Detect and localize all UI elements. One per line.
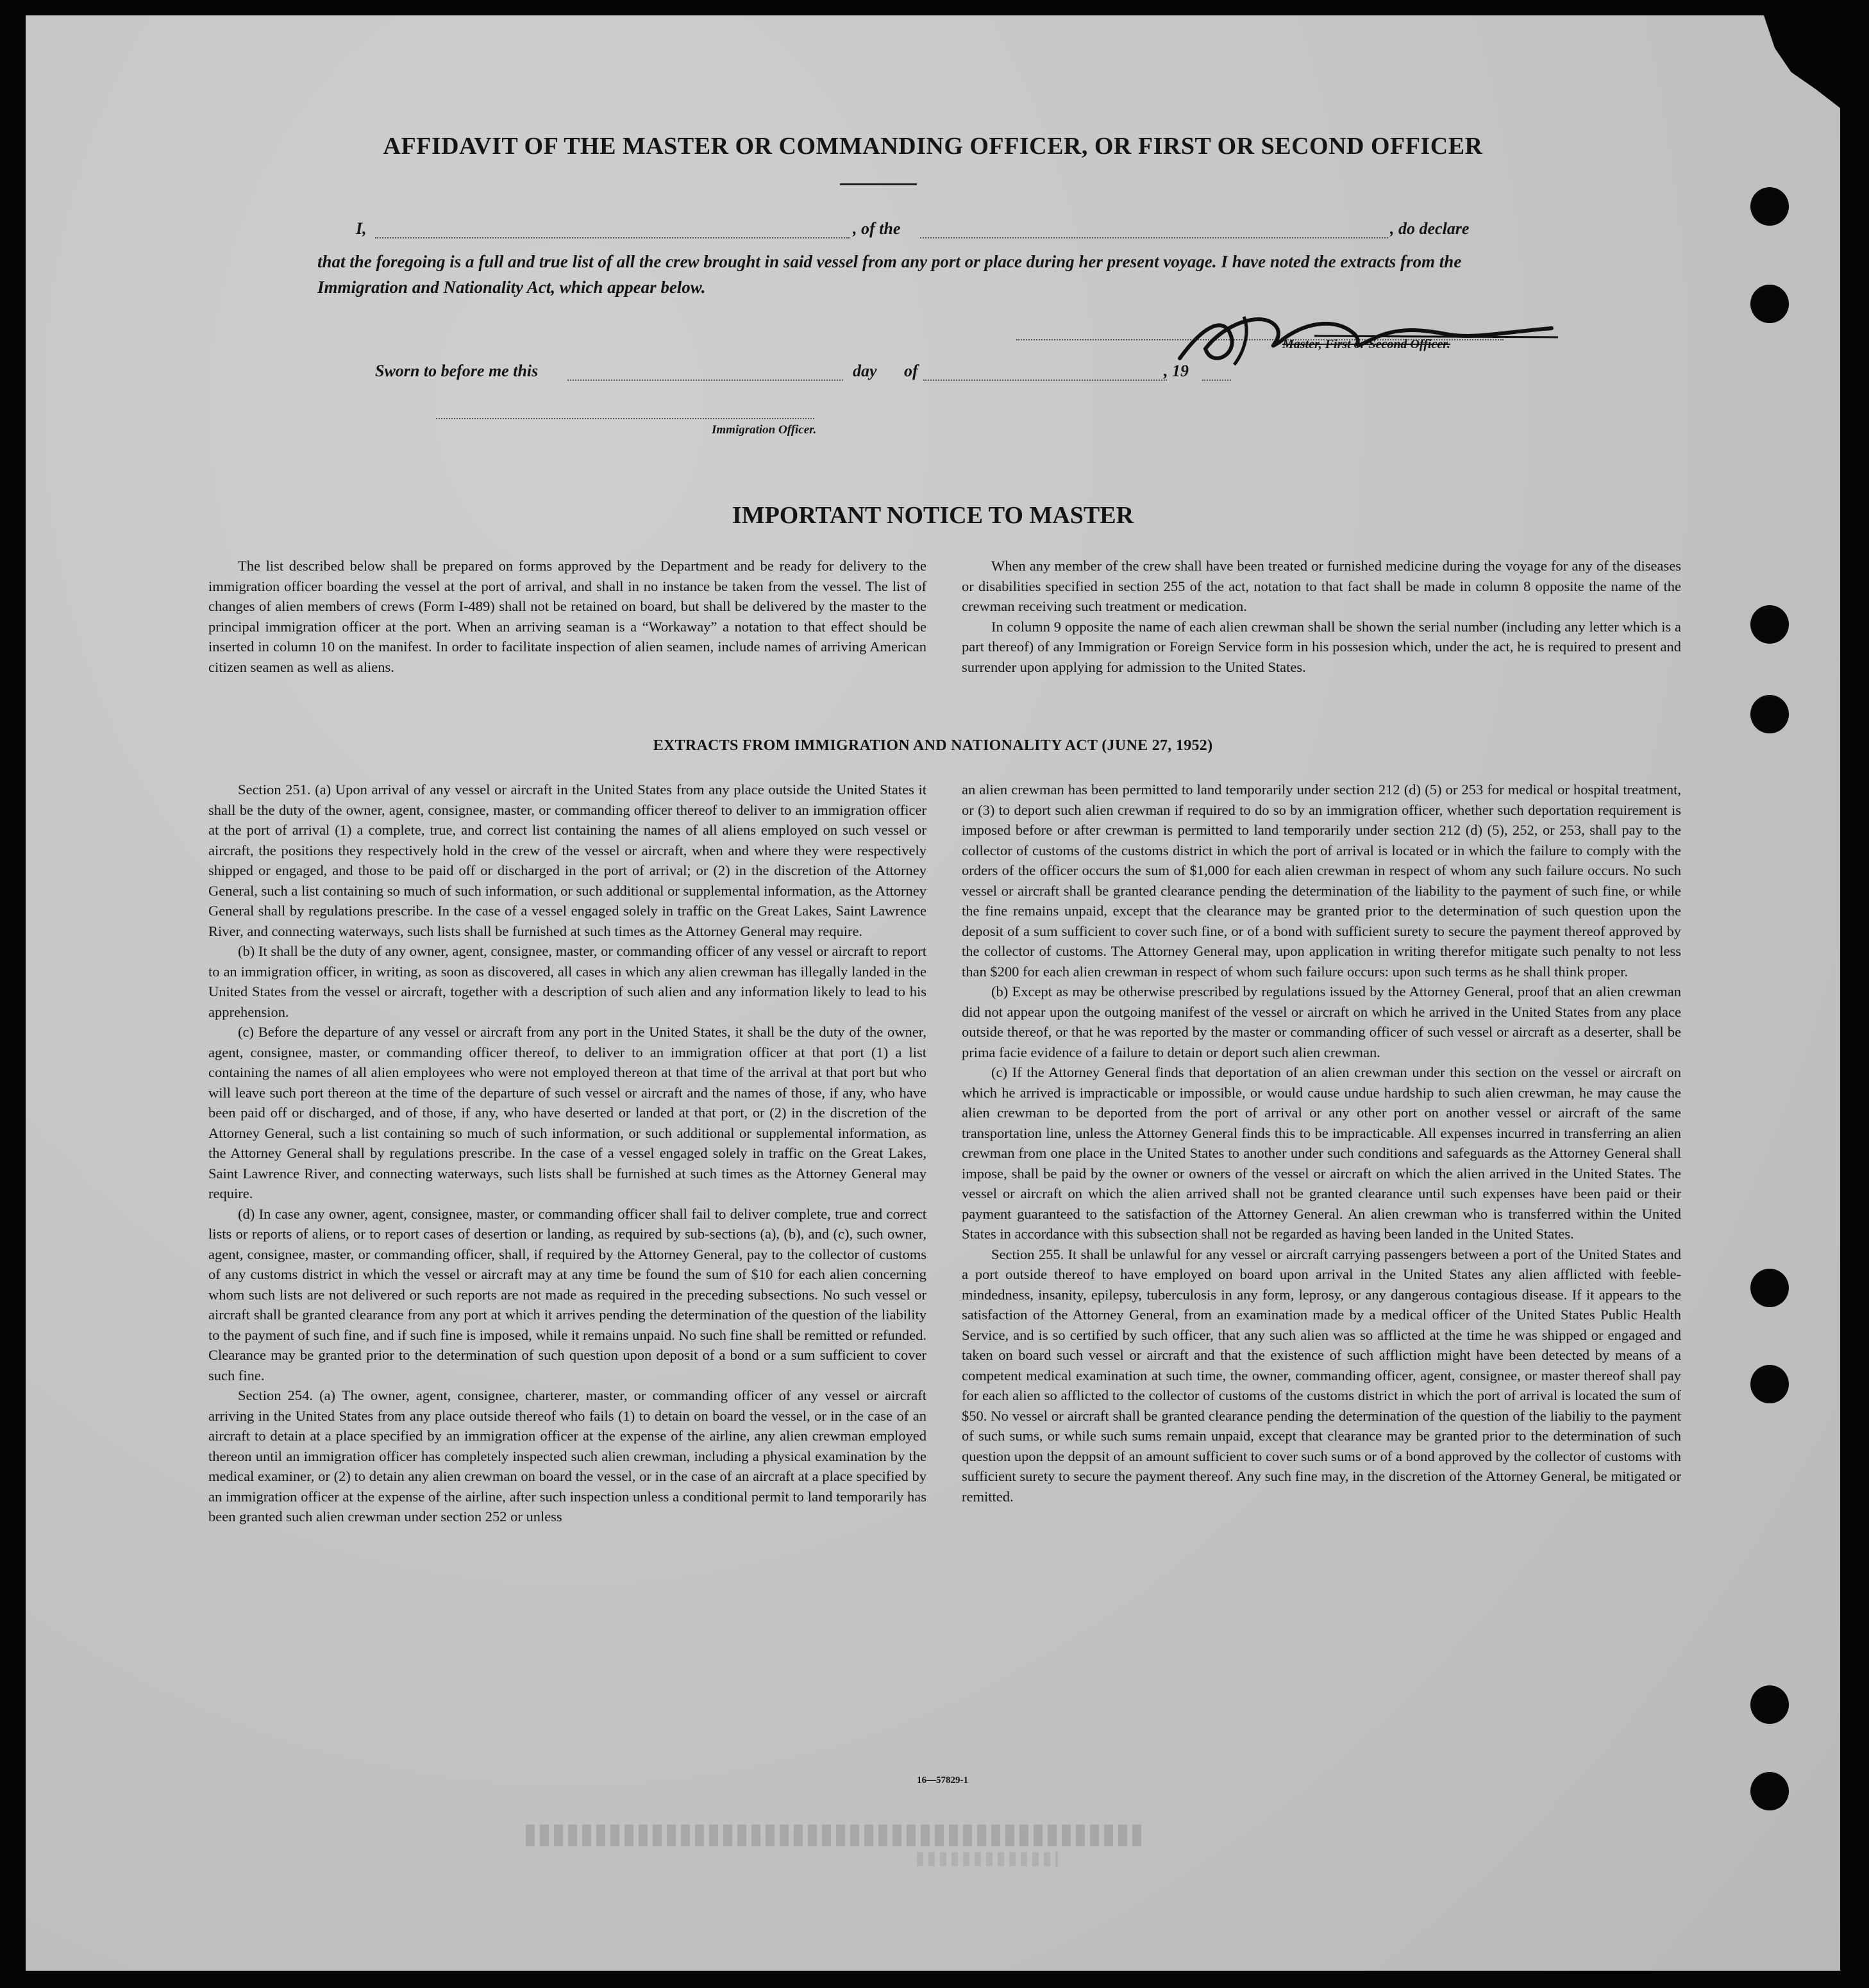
extract-paragraph: (b) It shall be the duty of any owner, agent, consignee, master, or commanding officer of any vessel or aircraft to report to an immigration officer, in writing, as soon as discovered, all cases in which any alien crewman has illegally landed in the United States from the vessel or aircraft, together with a description of such alien and any information likely to lead to his apprehension. xyxy=(208,943,926,1020)
bleed-through-mark xyxy=(917,1852,1058,1866)
do-declare-label: , do declare xyxy=(1390,219,1470,238)
extracts-right-column xyxy=(962,780,1681,1507)
punch-hole-icon xyxy=(1750,695,1789,733)
officer-signature xyxy=(1167,297,1577,374)
punch-hole-icon xyxy=(1750,187,1789,226)
punch-hole-icon xyxy=(1750,1772,1789,1810)
extract-paragraph: (c) If the Attorney General finds that deportation of an alien crewman under this section on the vessel or aircraft on which he arrived is impracticable or impossible, or would cause undue hardship to such alien crewman, he may cause the alien crewman to be deported from the port of arrival or any other port on another vessel or aircraft of the same transportation line, unless the Attorney General finds this to be impracticable. All expenses incurred in transferring an alien crewman from one place in the United States to another under such conditions and safeguards as the Attorney General shall impose, shall be paid by the owner or owners of the vessel or aircraft on which the alien arrived in the United States. The vessel or aircraft on which the alien arrived shall not be granted clearance until such expenses have been paid or their payment guaranteed to the satisfaction of the Attorney General. An alien crewman who is transferred within the United States in accordance with this subsection shall not be regarded as having been landed in the United States. xyxy=(962,1064,1681,1242)
title-divider xyxy=(840,183,917,185)
extract-paragraph: Section 251. (a) Upon arrival of any vessel or aircraft in the United States from any place outside the United States it shall be the duty of the owner, agent, consignee, master, or commanding officer thereof to deliver to an immigration officer at the port of arrival (1) a complete, true, and correct list containing the names of all aliens employed on such vessel or aircraft, the positions they respectively hold in the crew of the vessel or aircraft, when and where they were respectively shipped or engaged, and those to be paid off or discharged in the port of arrival; or (2) in the discretion of the Attorney General, such a list containing so much of such information, or such additional or supplemental information, as the Attorney General shall by regulations prescribe. In the case of a vessel engaged solely in traffic on the Great Lakes, Saint Lawrence River, and connecting waterways, such lists shall be furnished at such times as the Attorney General may require. xyxy=(208,781,926,939)
sworn-year-field[interactable] xyxy=(1202,380,1231,381)
extract-paragraph: Section 254. (a) The owner, agent, consignee, charterer, master, or commanding officer of any vessel or aircraft arriving in the United States from any place outside thereof who fails (1) to detain on board the vessel, or in the case of an aircraft to detain at a place specified by an immigration officer at the expense of the airline, any alien crewman employed thereon until an immigration officer has completely inspected such alien crewman, including a physical examination by the medical examiner, or (2) to detain any alien crewman on board the vessel, or in the case of an aircraft at a place specified by an immigration officer at the expense of the airline, after such inspection unless a conditional permit to land temporarily has been granted such alien crewman under section 252 or unless xyxy=(208,1387,926,1524)
vessel-name-field[interactable] xyxy=(920,237,1388,238)
declarant-label: I, xyxy=(356,219,367,238)
sworn-date-field[interactable] xyxy=(567,380,843,381)
bleed-through-mark xyxy=(526,1825,1141,1846)
sworn-month-field[interactable] xyxy=(923,380,1167,381)
torn-corner-icon xyxy=(1731,15,1840,124)
punch-hole-icon xyxy=(1750,1365,1789,1403)
extract-paragraph: Section 255. It shall be unlawful for any vessel or aircraft carrying passengers between a port of the United States and a port outside thereof to have employed on board upon arrival in the United States any alien afflicted with feeble-mindedness, insanity, epilepsy, tuberculosis in any form, leprosy, or any dangerous contagious disease. If it appears to the satisfaction of the Attorney General, from an examination made by a medical officer of the United States Public Health Service, and is so certified by such officer, that any such alien was so afflicted at the time he was shipped or engaged and taken on board such vessel or aircraft and that the existence of such affliction might have been detected by means of a competent medical examination at such time, the owner, commanding officer, agent, consignee, or master thereof shall pay for each alien so afflicted to the collector of customs of the customs district in which the port of arrival is located the sum of $50. No vessel or aircraft shall be granted clearance pending the determination of the question of the liabiliy to the payment of such sums, or while such sums remain unpaid, except that clearance may be granted prior to the determination of such question upon the deppsit of an amount sufficient to cover such sums or of a bond approved by the collector of customs with sufficient surety to secure the payment thereof. Any such fine may, in the discretion of the Attorney General, be mitigated or remitted. xyxy=(962,1246,1681,1505)
extract-paragraph: (d) In case any owner, agent, consignee, master, or commanding officer shall fail to deliver complete, true and correct lists or reports of aliens, or to report cases of desertion or landing, as required by sub-sections (a), (b), and (c), such owner, agent, consignee, master, or commanding officer, shall, if required by the Attorney General, pay to the collector of customs of any customs district in which the vessel or aircraft may at any time be found the sum of $10 for each alien concerning whom such lists are not delivered or such reports are not made as required in the preceding subsections. No such vessel or aircraft shall be granted clearance from any port at which it arrives pending the determination of the question of the liability to the payment of such fine, and if such fine is imposed, while it remains unpaid. No such fine shall be remitted or refunded. Clearance may be granted prior to the determination of such question upon deposit of a bond or a sum sufficient to cover such fine. xyxy=(208,1205,926,1383)
notice-title: IMPORTANT NOTICE TO MASTER xyxy=(732,502,1134,529)
year-prefix: , 19 xyxy=(1164,362,1189,380)
notice-left-column xyxy=(208,556,926,677)
sworn-label: Sworn to before me this xyxy=(375,362,539,380)
notice-paragraph: When any member of the crew shall have been treated or furnished medicine during the voyage for any of the diseases or disabilities specified in section 255 of the act, notation to that fact shall be made in column 8 opposite the name of the crewman receiving such treatment or medication. xyxy=(962,558,1681,614)
notice-right-column xyxy=(962,556,1681,677)
day-label: day xyxy=(853,362,877,380)
extract-paragraph: (b) Except as may be otherwise prescribed by regulations issued by the Attorney General, proof that an alien crewman did not appear upon the outgoing manifest of the vessel or aircraft on which he arrived in the United States from any place outside thereof, or that he was reported by the master or commanding officer of such vessel or aircraft as a deserter, shall be prima facie evidence of a failure to detain or deport such alien crewman. xyxy=(962,983,1681,1060)
declaration-text: that the foregoing is a full and true list of all the crew brought in said vessel from any port or place during her present voyage. I have noted the extracts from the Immigration and Nationality Act, which appear below. xyxy=(317,252,1462,297)
notice-paragraph: In column 9 opposite the name of each alien crewman shall be shown the serial number (including any letter which is a part thereof) of any Immigration or Foreign Service form in his possesion which, under the act, he is required to present and surrender upon applying for admission to the United States. xyxy=(962,618,1681,675)
vessel-of-the-label: , of the xyxy=(853,219,901,238)
signature-caption: Master, First or Second Officer. xyxy=(1282,337,1450,351)
extracts-title: EXTRACTS FROM IMMIGRATION AND NATIONALITY ACT (JUNE 27, 1952) xyxy=(653,737,1213,754)
punch-hole-icon xyxy=(1750,605,1789,644)
immigration-officer-line[interactable] xyxy=(436,418,814,419)
form-number: 16—57829-1 xyxy=(917,1775,968,1785)
extracts-left-column xyxy=(208,780,926,1527)
extract-paragraph: (c) Before the departure of any vessel or aircraft from any port in the United States, it shall be the duty of the owner, agent, consignee, master, or commanding officer thereof, to deliver to an immigration officer at that port (1) a list containing the names of all alien employees who were not employed thereon at that time of the arrival at that port but who will leave such port thereon at the time of the departure of such vessel or aircraft and the names of those, if any, who have been paid off or discharged, and of those, if any, who have deserted or landed at that port, or (2) in the discretion of the Attorney General, such a list containing so much of such information, or such additional or supplemental information, as the Attorney General shall by regulations prescribe. In the case of a vessel engaged solely in traffic on the Great Lakes, Saint Lawrence River, and connecting waterways, such lists shall be furnished at such times as the Attorney General may require. xyxy=(208,1024,926,1201)
notice-paragraph: The list described below shall be prepared on forms approved by the Department and be ready for delivery to the immigration officer boarding the vessel at the port of arrival, and shall in no instance be taken from the vessel. The list of changes of alien members of crews (Form I-489) shall not be retained on board, but shall be delivered by the master to the principal immigration officer at the port. When an arriving seaman is a “Workaway” a notation to that effect should be inserted in column 10 on the manifest. In order to facilitate inspection of alien seamen, include names of arriving American citizen seamen as well as aliens. xyxy=(208,558,926,675)
affidavit-title: AFFIDAVIT OF THE MASTER OR COMMANDING OFFICER, OR FIRST OR SECOND OFFICER xyxy=(383,133,1483,160)
punch-hole-icon xyxy=(1750,1269,1789,1307)
immigration-officer-caption: Immigration Officer. xyxy=(712,423,817,437)
declarant-name-field[interactable] xyxy=(375,237,850,238)
punch-hole-icon xyxy=(1750,1685,1789,1724)
extract-paragraph: an alien crewman has been permitted to land temporarily under section 212 (d) (5) or 253 for medical or hospital treatment, or (3) to deport such alien crewman if required to do so by an immigration officer, whether such deportation requirement is imposed before or after crewman is permitted to land temporarily under section 212 (d) (5), 252, or 253, shall pay to the collector of customs of the customs district in which the port of arrival is located or in which the failure to comply with the orders of the officer occurs the sum of $1,000 for each alien crewman in respect of whom any such failure occurs. No such vessel or aircraft shall be granted clearance pending the determination of the liability to the payment of such fine, or while the fine remains unpaid, except that the clearance may be granted prior to the determination of such question upon the deposit of a sum sufficient to cover such fine, or of a bond with sufficient surety to secure the payment thereof approved by the collector of customs. The Attorney General may, upon application in writing therefor mitigate such penalty to not less than $200 for each alien crewman in respect of whom such failure occurs: upon such terms as he shall think proper. xyxy=(962,781,1681,980)
document-page xyxy=(26,15,1840,1971)
punch-hole-icon xyxy=(1750,285,1789,323)
of-label: of xyxy=(904,362,918,380)
